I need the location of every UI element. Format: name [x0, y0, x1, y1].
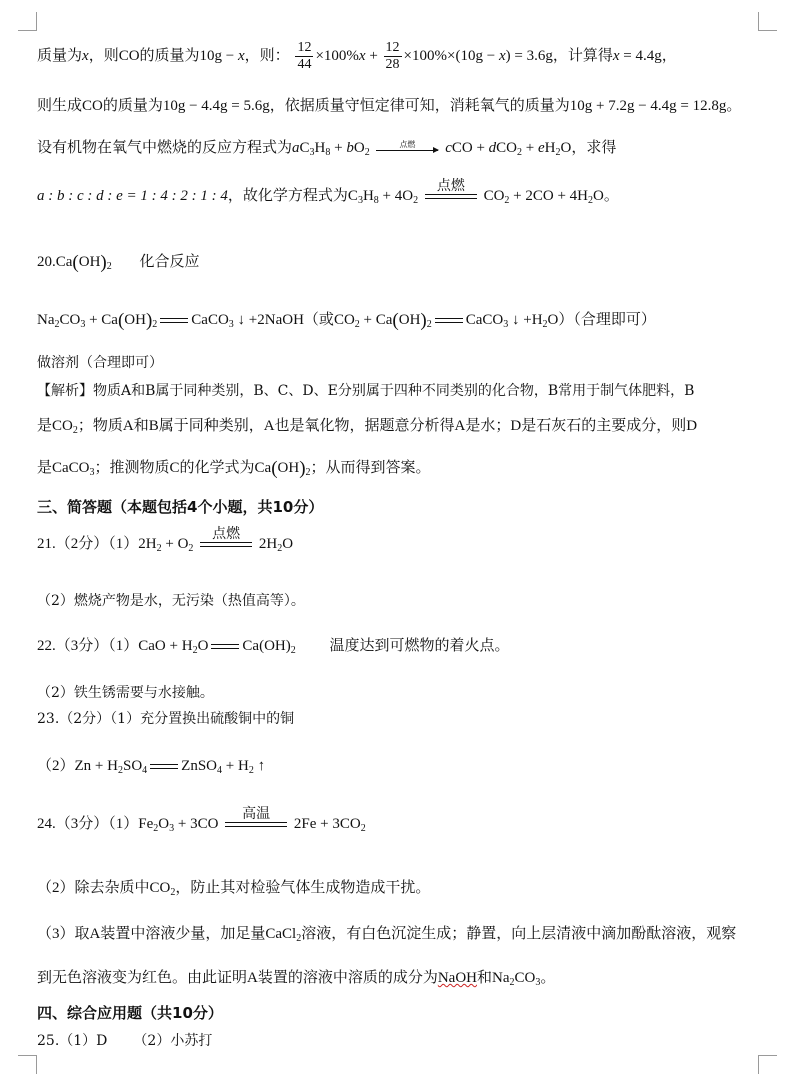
equation-result: a : b : c : d : e = 1 : 4 : 2 : 1 : 4，故化学方程式为$C_3H_8 + 4O_2$ 点燃 $CO_2 + 2CO + 4H_2O$。 [37, 178, 619, 206]
q21-answer-2: （2）燃烧产物是水，无污染（热值高等）。 [37, 593, 305, 609]
analysis-line-2: 是$CO_2$；物质A和B属于同种类别，A也是氧化物，据题意分析得A是水；D是石灰石的主要成分，则D [37, 418, 698, 436]
calc-line-1: 质量为x，则CO的质量为10g − x，则： $\frac{12}{44}$ ×100%x + $\frac{12}{28}$ ×100%×(10g − x) = 3.6g，计算得x = 4.4g， [37, 40, 677, 72]
calc-line-2: 则生成CO的质量为10g − 4.4g = 5.6g，依据质量守恒定律可知，消耗氧气的质量为10g + 7.2g − 4.4g = 12.8g。 [37, 98, 742, 114]
q23-answer-1: 23.（2分）（1）充分置换出硫酸铜中的铜 [37, 711, 295, 727]
q20-answer-1: $20.Ca(OH)_2$ 化合反应 [37, 252, 200, 273]
section-4-heading: 四、综合应用题（共10分） [37, 1004, 223, 1022]
section-3-heading: 三、简答题（本题包括4个小题，共10分） [37, 498, 324, 516]
reaction-condition: 点燃 [425, 178, 477, 205]
page-corner-mark [18, 12, 37, 31]
reaction-condition: 点燃 [200, 526, 252, 553]
q24-answer-1: 24.（3分）$(1)Fe_2O_3 + 3CO$ 高温 $2Fe + 3CO_2$ [37, 806, 366, 834]
q20-equation: $Na_2CO_3 + Ca(OH)_2$ CaCO$_3$ ↓ +2NaOH（或$CO_2 + Ca(OH)_2$ CaCO$_3$ ↓ $+H_2O$）（合理即可） [37, 310, 656, 331]
page-corner-mark [758, 1055, 777, 1074]
analysis-line-3: 是CaCO$_3$；推测物质C的化学式为$Ca(OH)_2$；从而得到答案。 [37, 458, 431, 479]
q22-answer-1: 22.（3分）$(1)CaO + H_2O$ $Ca(OH)_2$ 温度达到可燃物的着火点。 [37, 638, 510, 656]
equation-setup: 设有机物在氧气中燃烧的反应方程式为$aC_3H_8 + bO_2$ 点燃 cCO + $dCO_2 + eH_2O$，求得 [37, 140, 617, 158]
q24-answer-3: （3）取A装置中溶液少量，加足量CaCl$_2$溶液，有白色沉淀生成；静置，向上层清液中滴加酚酞溶液，观察 [37, 926, 737, 944]
q20-answer-3: 做溶剂（合理即可） [37, 355, 163, 371]
q23-answer-2: $(2)Zn + H_2SO_4$ ZnSO$_4$ + $H_2$ ↑ [37, 758, 266, 776]
reaction-condition: 高温 [225, 806, 287, 833]
fraction: $\frac{12}{44}$ [297, 40, 312, 72]
q24-answer-2: （2）除去杂质中$CO_2$，防止其对检验气体生成物造成干扰。 [37, 880, 431, 898]
page-corner-mark [18, 1055, 37, 1074]
page-corner-mark [758, 12, 777, 31]
analysis-line-1: 【解析】物质A和B属于同种类别，B、C、D、E分别属于四种不同类别的化合物，B常用于制气体肥料，B [37, 383, 695, 399]
fraction: $\frac{12}{28}$ [385, 40, 400, 72]
q25-answer: 25.（1）D （2）小苏打 [37, 1033, 213, 1049]
reaction-condition: 点燃 [376, 140, 438, 157]
q21-answer-1: 21.（2分）$(1)2H_2 + O_2$ 点燃 $2H_2O$ [37, 526, 294, 554]
q22-answer-2: （2）铁生锈需要与水接触。 [37, 685, 214, 701]
q24-answer-3-cont: 到无色溶液变为红色。由此证明A装置的溶液中溶质的成分为NaOH和$Na_2CO_3$。 [37, 970, 556, 988]
